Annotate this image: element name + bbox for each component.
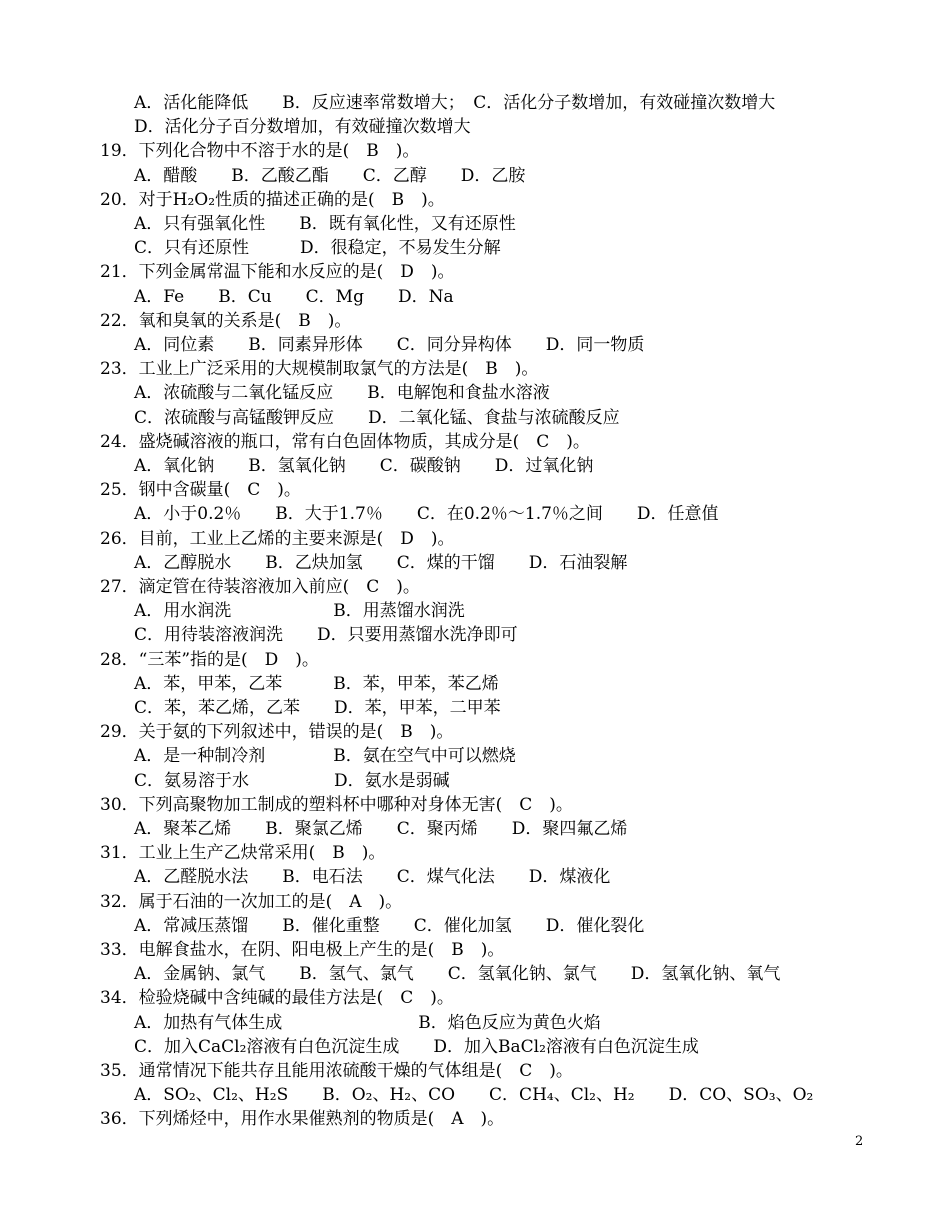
- answer-options: A．同位素 B．同素异形体 C．同分异构体 D．同一物质: [134, 335, 645, 355]
- answer-options: D．活化分子百分数增加，有效碰撞次数增大: [134, 117, 471, 138]
- answer-options: A．浓硫酸与二氧化锰反应 B．电解饱和食盐水溶液: [134, 383, 550, 404]
- answer-options: A．用水润洗 B．用蒸馏水润洗: [134, 601, 465, 622]
- question-stem: 36．下列烯烃中，用作水果催熟剂的物质是( A )。: [100, 1109, 505, 1130]
- answer-options: A．聚苯乙烯 B．聚氯乙烯 C．聚丙烯 D．聚四氟乙烯: [134, 819, 628, 839]
- question-stem: 24．盛烧碱溶液的瓶口，常有白色固体物质，其成分是( C )。: [100, 431, 590, 452]
- answer-options: A．加热有气体生成 B．焰色反应为黄色火焰: [134, 1012, 601, 1033]
- question-stem: 19．下列化合物中不溶于水的是( B )。: [100, 141, 420, 162]
- question-stem: 26．目前，工业上乙烯的主要来源是( D )。: [100, 528, 455, 549]
- answer-options: A．乙醛脱水法 B．电石法 C．煤气化法 D．煤液化: [134, 867, 611, 888]
- answer-options: A．常减压蒸馏 B．催化重整 C．催化加氢 D．催化裂化: [134, 915, 645, 936]
- question-stem: 25．钢中含碳量( C )。: [100, 480, 301, 501]
- question-stem: 23．工业上广泛采用的大规模制取氯气的方法是( B )。: [100, 359, 539, 380]
- answer-options: A．醋酸 B．乙酸乙酯 C．乙醇 D．乙胺: [134, 165, 526, 186]
- question-stem: 29．关于氨的下列叙述中，错误的是( B )。: [100, 722, 454, 743]
- question-stem: 35．通常情况下能共存且能用浓硫酸干燥的气体组是( C )。: [100, 1061, 573, 1081]
- question-stem: 27．滴定管在待装溶液加入前应( C )。: [100, 577, 420, 597]
- answer-options: A．活化能降低 B．反应速率常数增大； C．活化分子数增加，有效碰撞次数增大: [134, 93, 776, 113]
- question-stem: 22．氧和臭氧的关系是( B )。: [100, 310, 352, 331]
- answer-options: C．用待装溶液润洗 D．只要用蒸馏水洗净即可: [134, 625, 518, 646]
- answer-options: A．苯，甲苯，乙苯 B．苯，甲苯，苯乙烯: [134, 673, 499, 694]
- answer-options: C．苯，苯乙烯，乙苯 D．苯，甲苯，二甲苯: [134, 698, 501, 718]
- question-stem: 30．下列高聚物加工制成的塑料杯中哪种对身体无害( C )。: [100, 794, 573, 815]
- answer-options: A．是一种制冷剂 B．氨在空气中可以燃烧: [134, 746, 516, 767]
- answer-options: A．Fe B．Cu C．Mg D．Na: [134, 286, 454, 307]
- question-stem: 28．“三苯”指的是( D )。: [100, 649, 319, 670]
- answer-options: A．金属钠、氯气 B．氢气、氯气 C．氢氧化钠、氯气 D．氢氧化钠、氧气: [134, 964, 781, 985]
- answer-options: A．小于0.2％ B．大于1.7％ C．在0.2％～1.7％之间 D．任意值: [134, 504, 719, 525]
- answer-options: A．乙醇脱水 B．乙炔加氢 C．煤的干馏 D．石油裂解: [134, 552, 628, 573]
- answer-options: A．只有强氧化性 B．既有氧化性，又有还原性: [134, 214, 516, 234]
- question-stem: 20．对于H₂O₂性质的描述正确的是( B )。: [100, 189, 445, 210]
- answer-options: A．氧化钠 B．氢氧化钠 C．碳酸钠 D．过氧化钠: [134, 456, 594, 476]
- question-stem: 32．属于石油的一次加工的是( A )。: [100, 891, 403, 912]
- question-stem: 33．电解食盐水，在阴、阳电极上产生的是( B )。: [100, 940, 505, 960]
- answer-options: C．只有还原性 D．很稳定，不易发生分解: [134, 238, 501, 259]
- question-stem: 31．工业上生产乙炔常采用( B )。: [100, 843, 386, 864]
- answer-options: C．加入CaCl₂溶液有白色沉淀生成 D．加入BaCl₂溶液有白色沉淀生成: [134, 1036, 699, 1057]
- answer-options: C．浓硫酸与高锰酸钾反应 D．二氧化锰、食盐与浓硫酸反应: [134, 407, 620, 428]
- answer-options: C．氨易溶于水 D．氨水是弱碱: [134, 770, 450, 791]
- page-number: 2: [855, 1134, 864, 1149]
- question-stem: 21．下列金属常温下能和水反应的是( D )。: [100, 262, 455, 283]
- answer-options: A．SO₂、Cl₂、H₂S B．O₂、H₂、CO C．CH₄、Cl₂、H₂ D．CO、SO₃、O₂: [134, 1085, 814, 1106]
- question-stem: 34．检验烧碱中含纯碱的最佳方法是( C )。: [100, 988, 454, 1009]
